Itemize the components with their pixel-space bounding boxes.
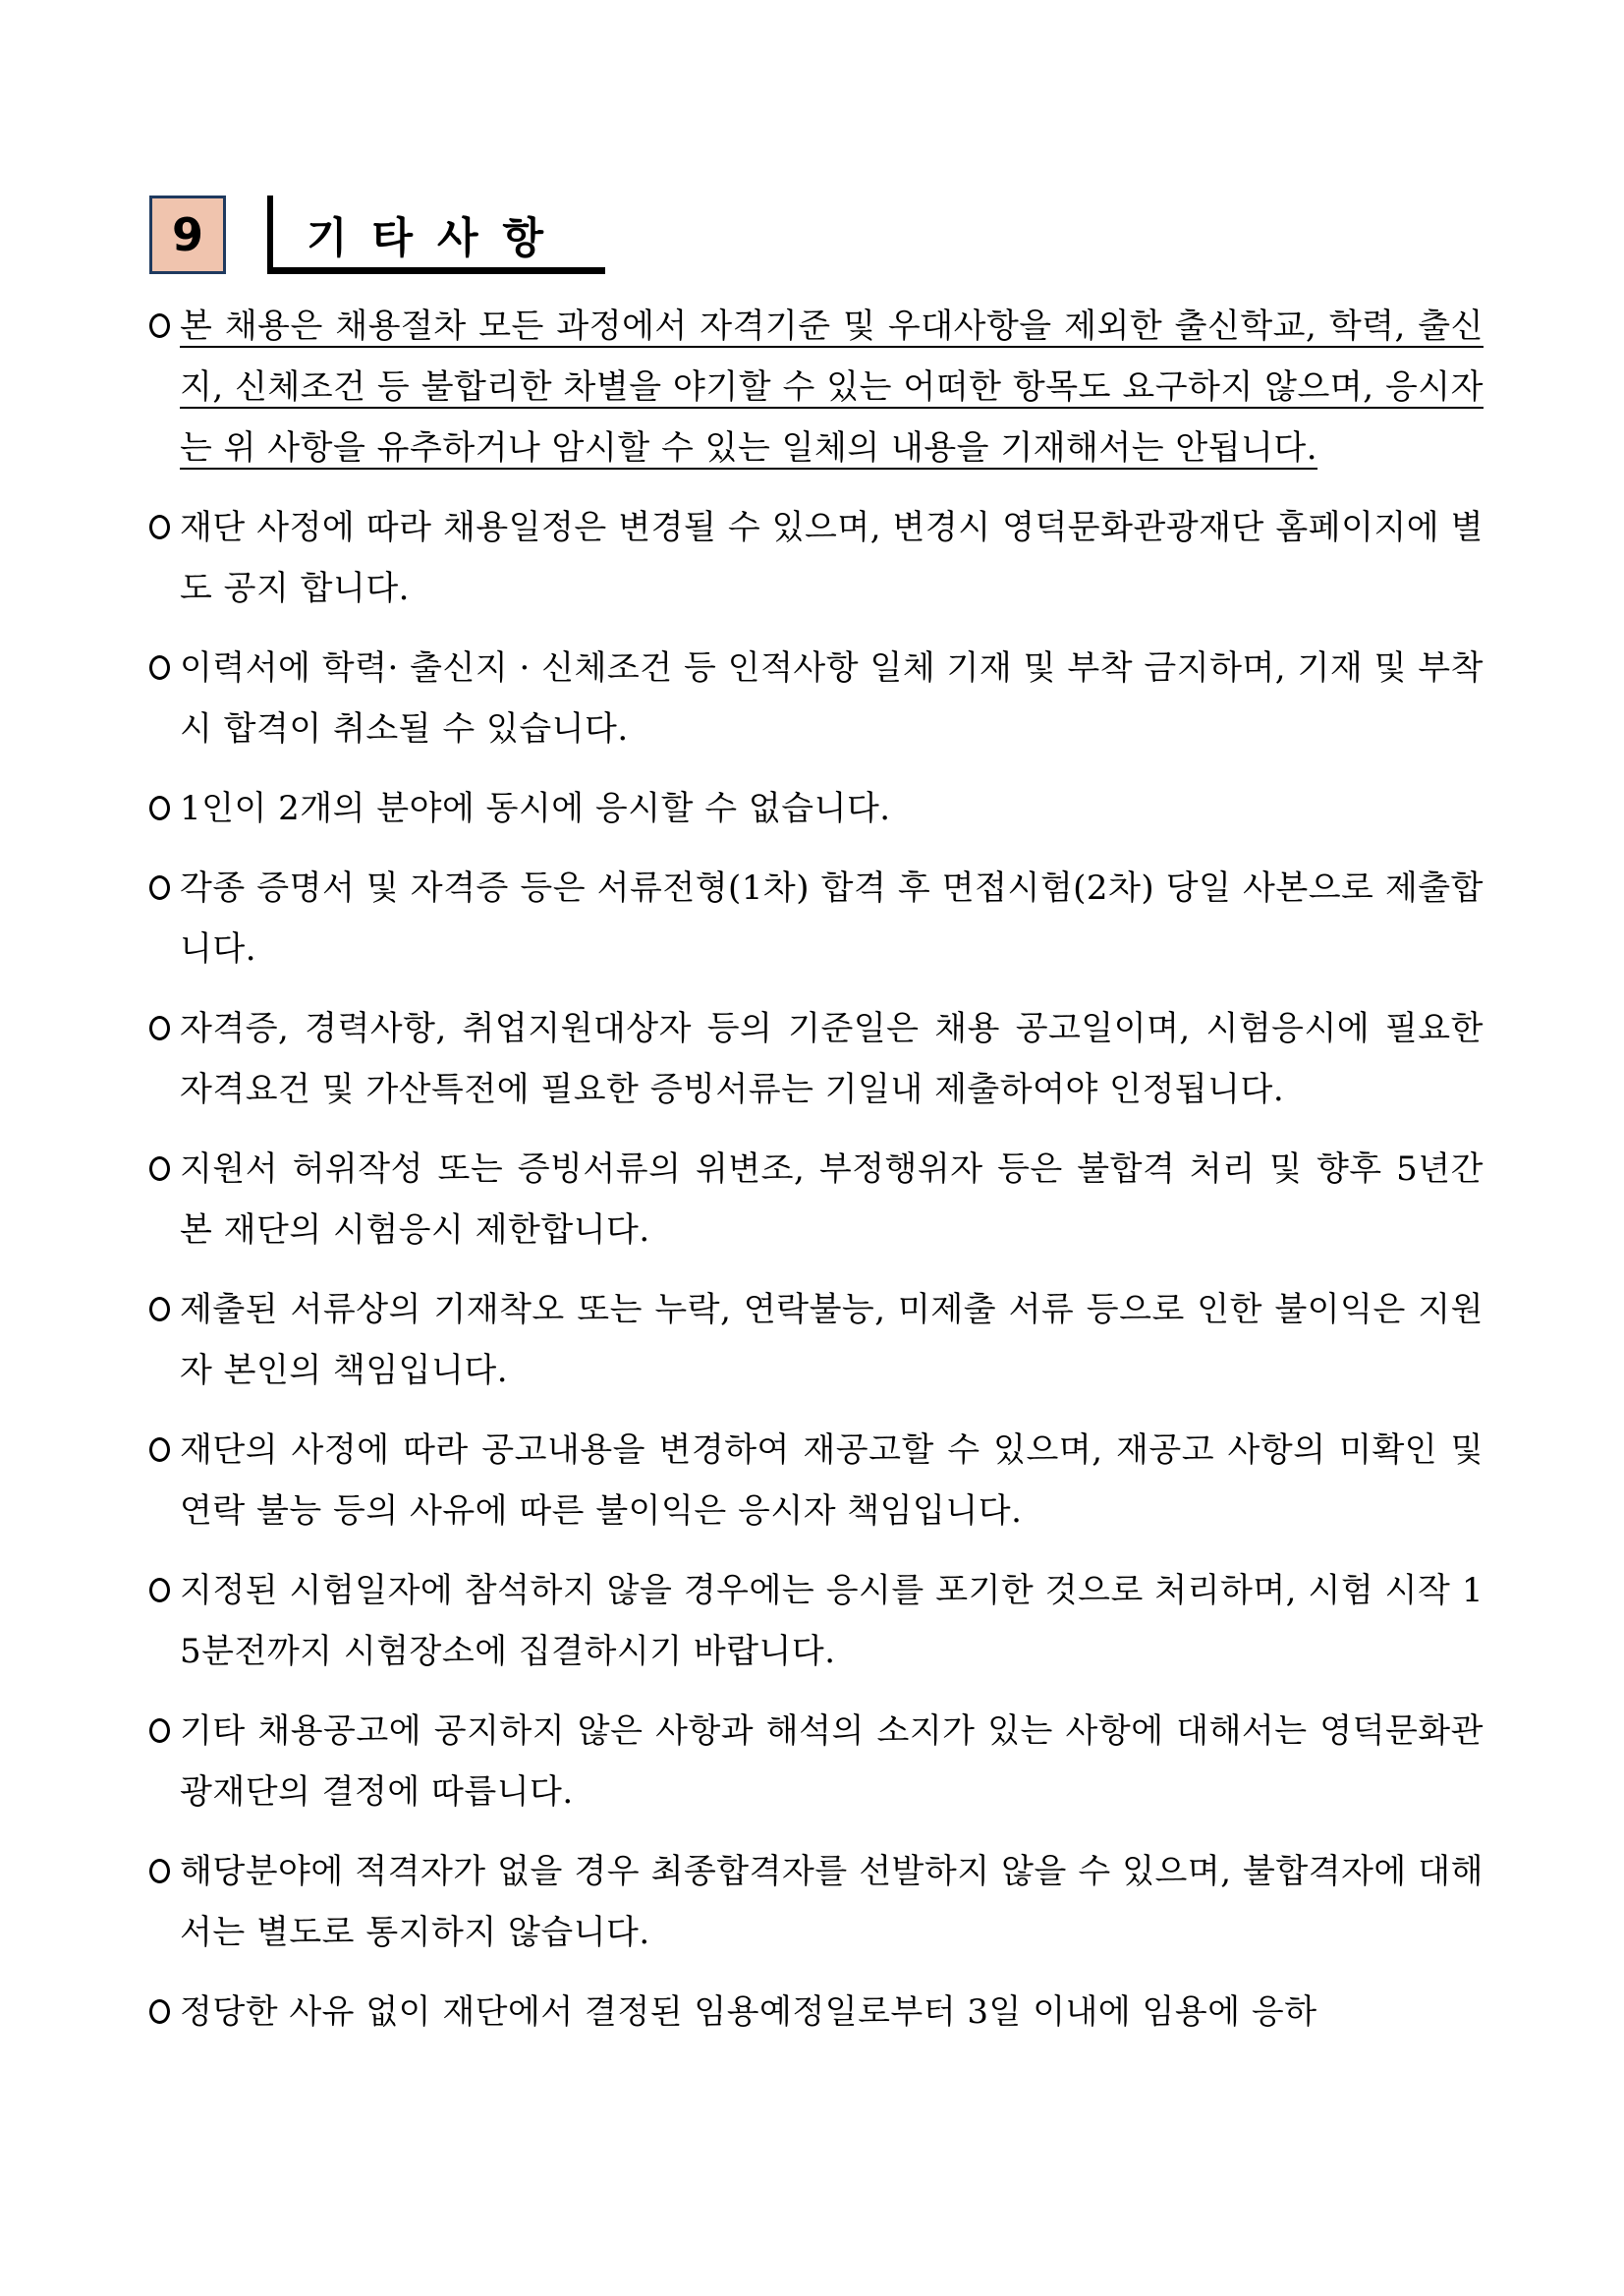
bullet-list [149, 296, 1484, 2061]
circle-bullet-icon [149, 875, 170, 900]
list-item [149, 1560, 1484, 1682]
circle-bullet-icon [149, 1437, 170, 1462]
item-text: 제출된 서류상의 기재착오 또는 누락, 연락불능, 미제출 서류 등으로 인한 불이익은 지원자 본인의 책임입니다. [180, 1290, 1484, 1390]
item-text: 기타 채용공고에 공지하지 않은 사항과 해석의 소지가 있는 사항에 대해서는 영덕문화관광재단의 결정에 따릅니다. [180, 1711, 1484, 1812]
item-text: 지정된 시험일자에 참석하지 않을 경우에는 응시를 포기한 것으로 처리하며, 시험 시작 15분전까지 시험장소에 집결하시기 바랍니다. [180, 1571, 1484, 1671]
list-item [149, 1982, 1484, 2043]
item-text: 정당한 사유 없이 재단에서 결정된 임용예정일로부터 3일 이내에 임용에 응하 [180, 1992, 1317, 2032]
list-item [149, 998, 1484, 1120]
circle-bullet-icon [149, 796, 170, 820]
item-text: 이력서에 학력· 출신지 · 신체조건 등 인적사항 일체 기재 및 부착 금지하며, 기재 및 부착시 합격이 취소될 수 있습니다. [180, 648, 1484, 749]
section-title: 기 타 사 항 [307, 213, 549, 263]
circle-bullet-icon [149, 1297, 170, 1321]
section-number-box [149, 196, 226, 274]
list-item [149, 638, 1484, 759]
list-item [149, 1420, 1484, 1541]
circle-bullet-icon [149, 1999, 170, 2024]
circle-bullet-icon [149, 1578, 170, 1602]
item-text: 재단의 사정에 따라 공고내용을 변경하여 재공고할 수 있으며, 재공고 사항의 미확인 및 연락 불능 등의 사유에 따른 불이익은 응시자 책임입니다. [180, 1430, 1484, 1531]
section-number: 9 [171, 208, 203, 261]
item-text: 각종 증명서 및 자격증 등은 서류전형(1차) 합격 후 면접시험(2차) 당일 사본으로 제출합니다. [180, 868, 1484, 969]
circle-bullet-icon [149, 1016, 170, 1040]
circle-bullet-icon [149, 1156, 170, 1181]
item-text: 본 채용은 채용절차 모든 과정에서 자격기준 및 우대사항을 제외한 출신학교, 학력, 출신지, 신체조건 등 불합리한 차별을 야기할 수 있는 어떠한 항목도 요구하지 않으며, 응시자는 위 사항을 유추하거나 암시할 수 있는 일체의 내용을 기재해서는 안됩니다. [180, 307, 1484, 468]
list-item [149, 296, 1484, 478]
list-item [149, 858, 1484, 980]
list-item [149, 1841, 1484, 1963]
list-item [149, 1139, 1484, 1260]
list-item [149, 778, 1484, 839]
list-item [149, 497, 1484, 619]
list-item [149, 1701, 1484, 1822]
item-text: 해당분야에 적격자가 없을 경우 최종합격자를 선발하지 않을 수 있으며, 불합격자에 대해서는 별도로 통지하지 않습니다. [180, 1852, 1484, 1952]
item-text: 재단 사정에 따라 채용일정은 변경될 수 있으며, 변경시 영덕문화관광재단 홈페이지에 별도 공지 합니다. [180, 508, 1484, 608]
item-text: 1인이 2개의 분야에 동시에 응시할 수 없습니다. [180, 789, 891, 828]
circle-bullet-icon [149, 1718, 170, 1743]
circle-bullet-icon [149, 515, 170, 539]
item-text: 지원서 허위작성 또는 증빙서류의 위변조, 부정행위자 등은 불합격 처리 및 향후 5년간 본 재단의 시험응시 제한합니다. [180, 1149, 1484, 1250]
section-title-block [267, 196, 605, 274]
circle-bullet-icon [149, 1859, 170, 1883]
circle-bullet-icon [149, 655, 170, 680]
list-item [149, 1279, 1484, 1401]
section-header [149, 196, 605, 274]
item-text: 자격증, 경력사항, 취업지원대상자 등의 기준일은 채용 공고일이며, 시험응시에 필요한 자격요건 및 가산특전에 필요한 증빙서류는 기일내 제출하여야 인정됩니다. [180, 1009, 1484, 1109]
circle-bullet-icon [149, 313, 170, 338]
